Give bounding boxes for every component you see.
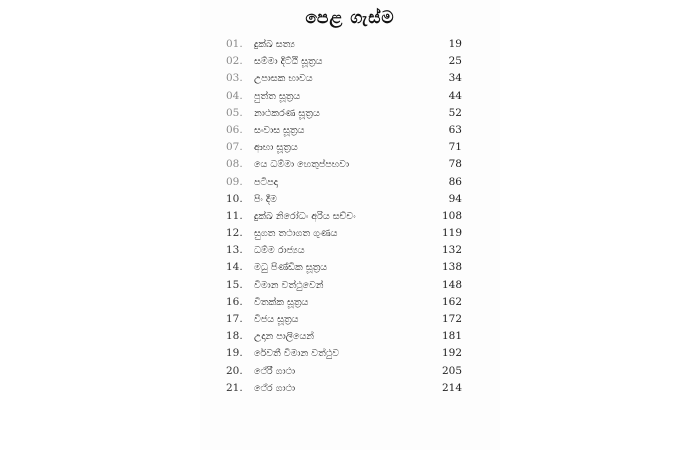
toc-entry-page-number: 71 [448, 141, 462, 154]
toc-entry[interactable] [226, 139, 470, 156]
toc-entry-title: සංවාස සූත්‍රය [254, 124, 305, 136]
toc-entry[interactable] [226, 70, 470, 87]
toc-entry-number: 17. [226, 313, 243, 325]
toc-entry[interactable] [226, 174, 470, 191]
toc-entry-page-number: 25 [448, 55, 462, 68]
toc-entry-page-number: 44 [448, 89, 462, 102]
toc-entry-page-number: 86 [448, 175, 462, 188]
toc-entry-title: විතක්ක සූත්‍රය [254, 296, 309, 308]
toc-entry[interactable] [226, 122, 470, 139]
toc-entry-number: 06. [226, 123, 243, 136]
toc-entry[interactable] [226, 105, 470, 122]
toc-entry-page-number: 132 [441, 244, 462, 257]
toc-entry-title: සම්මා දිට්ඨි සූත්‍රය [254, 56, 323, 68]
toc-entry-number: 07. [226, 141, 243, 154]
toc-entry-page-number: 162 [441, 295, 462, 308]
toc-entry-page-number: 19 [448, 38, 462, 50]
toc-entry-page-number: 119 [441, 227, 462, 240]
toc-entry-number: 16. [226, 295, 243, 308]
toc-entry-number: 04. [226, 89, 243, 102]
toc-entry-title: ථේර ගාථා [254, 382, 296, 394]
toc-entry-number: 11. [226, 209, 243, 222]
toc-entry-title: විමාන වත්ථුවෙන් [254, 279, 324, 291]
toc-entry[interactable] [226, 88, 470, 105]
toc-entry-number: 15. [226, 278, 243, 291]
toc-entry-page-number: 214 [441, 381, 462, 394]
toc-entry-title: දුක්ඛ නිරෝධං අරිය සච්චං [254, 210, 356, 222]
toc-entry-title: පුත්ත සූත්‍රය [254, 90, 301, 102]
page-title: පෙළ ගැස්ම [305, 8, 395, 28]
toc-entry-title: පටිපදා [254, 176, 278, 188]
toc-entry-title: උදාන පාලියෙන් [254, 331, 315, 343]
toc-entry[interactable] [226, 259, 470, 276]
toc-entry-number: 02. [226, 55, 243, 68]
toc-entry[interactable] [226, 328, 470, 345]
toc-entry-number: 14. [226, 261, 243, 274]
toc-entry[interactable] [226, 380, 470, 397]
toc-entry-page-number: 52 [448, 106, 462, 119]
toc-entry-number: 01. [226, 38, 243, 50]
toc-entry-page-number: 181 [441, 330, 462, 343]
toc-entry-number: 10. [226, 192, 243, 205]
toc-entry-number: 21. [226, 381, 243, 394]
toc-entry[interactable] [226, 363, 470, 380]
toc-entry-title: ථේරී ගාථා [254, 365, 296, 377]
toc-entry[interactable] [226, 191, 470, 208]
toc-entry-number: 18. [226, 330, 243, 343]
toc-entry-title: උපාසක භාවය [254, 73, 313, 85]
toc-entry[interactable] [226, 225, 470, 242]
toc-entry-title: සුගත තථාගත ගුණය [254, 228, 338, 240]
toc-entry-title: යෙ ධම්මා හෙතුප්පභවා [254, 159, 350, 171]
toc-entry[interactable] [226, 294, 470, 311]
toc-entry-number: 20. [226, 364, 243, 377]
toc-entry[interactable] [226, 53, 470, 70]
toc-entry-number: 05. [226, 106, 243, 119]
toc-entry-number: 12. [226, 227, 243, 240]
toc-entry-title: ආභා සූත්‍රය [254, 142, 298, 154]
toc-entry[interactable] [226, 208, 470, 225]
toc-entry[interactable] [226, 345, 470, 362]
toc-entry-number: 09. [226, 175, 243, 188]
table-of-contents [226, 36, 470, 397]
toc-entry-page-number: 78 [448, 158, 462, 171]
toc-entry-number: 13. [226, 244, 243, 257]
toc-entry-page-number: 63 [448, 123, 462, 136]
toc-entry[interactable] [226, 156, 470, 173]
toc-entry-title: රේවතී විමාන වත්ථුව [254, 348, 340, 360]
toc-entry-number: 03. [226, 72, 243, 85]
toc-entry[interactable] [226, 36, 470, 53]
toc-entry-number: 19. [226, 347, 243, 360]
toc-entry-page-number: 148 [441, 278, 462, 291]
toc-entry[interactable] [226, 277, 470, 294]
toc-entry-title: පිං දීම [254, 193, 277, 205]
toc-entry-page-number: 34 [448, 72, 462, 85]
toc-entry[interactable] [226, 311, 470, 328]
toc-entry[interactable] [226, 242, 470, 259]
toc-entry-page-number: 108 [441, 209, 462, 222]
toc-entry-page-number: 94 [448, 192, 462, 205]
toc-entry-title: මධු පිණ්ඩික සූත්‍රය [254, 262, 328, 274]
toc-entry-page-number: 138 [441, 261, 462, 274]
toc-entry-title: දුක්ඛ සත්‍ය [254, 39, 296, 50]
toc-entry-number: 08. [226, 158, 243, 171]
toc-entry-title: නාථකරණ සූත්‍රය [254, 107, 320, 119]
toc-entry-page-number: 205 [441, 364, 462, 377]
toc-entry-page-number: 172 [441, 313, 462, 325]
toc-entry-title: ධම්ම රාජ්‍යය [254, 245, 305, 257]
toc-entry-title: විජය සූත්‍රය [254, 314, 299, 325]
toc-entry-page-number: 192 [441, 347, 462, 360]
